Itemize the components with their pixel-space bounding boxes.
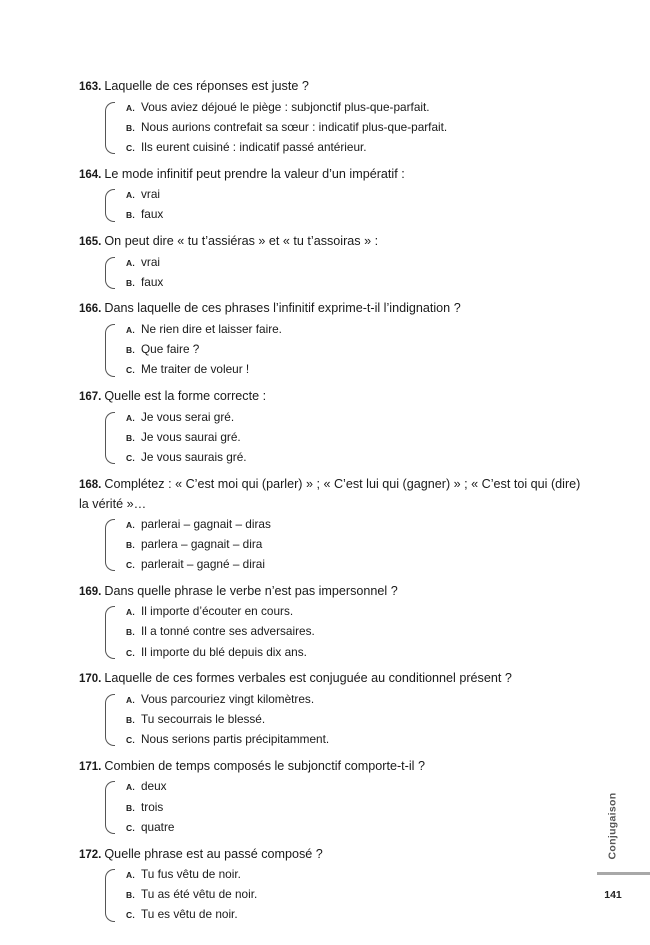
answer-option [126, 690, 589, 710]
question-text: Dans quelle phrase le verbe n’est pas impersonnel ? [104, 583, 398, 598]
option-text: Il importe d’écouter en cours. [141, 604, 294, 619]
answer-option [126, 428, 589, 448]
option-text: parlerai – gagnait – diras [141, 516, 271, 531]
page-number: 141 [604, 889, 622, 901]
option-letter: B. [126, 627, 135, 638]
options-bracket [105, 869, 115, 922]
question-item [79, 669, 589, 750]
answer-option [126, 138, 589, 158]
question-heading [79, 165, 589, 186]
option-letter: A. [126, 694, 135, 705]
answer-option [126, 905, 589, 925]
question-text: Laquelle de ces formes verbales est conjuguée au conditionnel présent ? [104, 671, 512, 686]
answer-option [126, 555, 589, 575]
answer-option [126, 798, 589, 818]
question-number: 170. [79, 673, 102, 686]
option-text: Il a tonné contre ses adversaires. [141, 624, 315, 639]
option-text: faux [141, 274, 164, 289]
options-bracket [105, 519, 115, 572]
answer-option [126, 320, 589, 340]
options-bracket [105, 694, 115, 747]
question-item [79, 77, 589, 158]
question-item [79, 757, 589, 838]
option-letter: C. [126, 647, 135, 658]
option-letter: C. [126, 142, 135, 153]
question-text: Laquelle de ces réponses est juste ? [104, 79, 309, 93]
option-text: parlera – gagnait – dira [141, 536, 263, 551]
options-bracket [105, 781, 115, 834]
answer-option [126, 535, 589, 555]
options-bracket [105, 412, 115, 465]
question-number: 171. [79, 760, 102, 773]
question-heading [79, 232, 589, 253]
question-text: Complétez : « C’est moi qui (parler) » ; « C’est lui qui (gagner) » ; « C’est toi qui (dire) la vérité »… [79, 476, 581, 512]
question-item [79, 232, 589, 293]
answer-option [126, 408, 589, 428]
question-heading [79, 299, 589, 320]
question-item [79, 299, 589, 380]
answer-option [126, 360, 589, 380]
answer-options [105, 865, 589, 926]
answer-option [126, 710, 589, 730]
options-bracket [105, 257, 115, 289]
answer-option [126, 205, 589, 225]
question-item [79, 582, 589, 663]
question-number: 168. [79, 478, 102, 491]
option-letter: B. [126, 890, 135, 901]
answer-option [126, 818, 589, 838]
question-number: 167. [79, 391, 102, 404]
question-number: 164. [79, 168, 102, 181]
section-side-label [597, 790, 627, 862]
option-letter: B. [126, 802, 135, 813]
option-letter: B. [126, 277, 135, 288]
question-heading [79, 845, 589, 866]
option-text: Tu fus vêtu de noir. [141, 867, 241, 882]
answer-option [126, 643, 589, 663]
question-number: 169. [79, 585, 102, 598]
option-text: quatre [141, 819, 175, 834]
answer-options [105, 515, 589, 576]
options-bracket [105, 102, 115, 155]
question-text: Quelle phrase est au passé composé ? [104, 846, 323, 861]
option-text: Nous aurions contrefait sa sœur : indicatif plus-que-parfait. [141, 119, 448, 134]
option-text: Ne rien dire et laisser faire. [141, 321, 282, 336]
option-letter: A. [126, 782, 135, 793]
answer-options [105, 602, 589, 663]
option-letter: B. [126, 345, 135, 356]
answer-options [105, 320, 589, 381]
answer-option [126, 602, 589, 622]
options-bracket [105, 606, 115, 659]
answer-option [126, 98, 589, 118]
option-letter: A. [126, 324, 135, 335]
question-number: 163. [79, 81, 102, 93]
answer-option [126, 885, 589, 905]
answer-option [126, 118, 589, 138]
option-letter: B. [126, 539, 135, 550]
answer-option [126, 340, 589, 360]
option-text: Tu secourrais le blessé. [141, 712, 266, 727]
option-letter: C. [126, 452, 135, 463]
option-letter: C. [126, 822, 135, 833]
answer-option [126, 185, 589, 205]
answer-option [126, 515, 589, 535]
question-heading [79, 757, 589, 778]
question-number: 172. [79, 848, 102, 861]
question-item [79, 475, 589, 576]
option-letter: C. [126, 910, 135, 921]
option-letter: B. [126, 210, 135, 221]
question-text: On peut dire « tu t’assiéras » et « tu t’assoiras » : [104, 234, 379, 249]
option-letter: A. [126, 102, 135, 113]
option-text: Ils eurent cuisiné : indicatif passé antérieur. [141, 139, 367, 154]
question-heading [79, 582, 589, 603]
option-letter: A. [126, 257, 135, 268]
option-text: vrai [141, 254, 161, 269]
answer-option [126, 730, 589, 750]
option-text: parlerait – gagné – dirai [141, 557, 265, 572]
option-text: trois [141, 799, 164, 814]
answer-options [105, 98, 589, 159]
option-text: Que faire ? [141, 342, 200, 357]
question-heading [79, 387, 589, 408]
option-text: Tu as été vêtu de noir. [141, 887, 258, 902]
option-text: deux [141, 779, 167, 794]
option-text: Nous serions partis précipitamment. [141, 732, 330, 747]
option-letter: C. [126, 560, 135, 571]
option-letter: A. [126, 519, 135, 530]
question-item [79, 845, 589, 926]
question-heading [79, 475, 589, 515]
option-text: Tu es vêtu de noir. [141, 907, 238, 922]
question-item [79, 165, 589, 226]
option-letter: A. [126, 607, 135, 618]
option-text: Je vous saurais gré. [141, 449, 247, 464]
answer-option [126, 253, 589, 273]
answer-options [105, 253, 589, 293]
option-text: Vous parcouriez vingt kilomètres. [141, 691, 315, 706]
option-letter: A. [126, 190, 135, 201]
question-text: Dans laquelle de ces phrases l’infinitif exprime-t-il l’indignation ? [104, 301, 461, 316]
question-number: 166. [79, 303, 102, 316]
option-letter: A. [126, 870, 135, 881]
question-text: Le mode infinitif peut prendre la valeur d’un impératif : [104, 166, 405, 181]
question-number: 165. [79, 236, 102, 249]
answer-options [105, 408, 589, 469]
option-text: Il importe du blé depuis dix ans. [141, 644, 307, 659]
option-text: faux [141, 207, 164, 222]
question-text: Quelle est la forme correcte : [104, 389, 267, 404]
answer-option [126, 865, 589, 885]
option-letter: C. [126, 735, 135, 746]
options-bracket [105, 324, 115, 377]
section-side-label-text: Conjugaison [606, 792, 619, 860]
answer-option [126, 448, 589, 468]
question-text: Combien de temps composés le subjonctif comporte-t-il ? [104, 758, 425, 773]
option-text: Je vous saurai gré. [141, 429, 241, 444]
side-divider [597, 872, 650, 875]
option-letter: B. [126, 122, 135, 133]
options-bracket [105, 189, 115, 221]
question-list [79, 77, 589, 932]
answer-option [126, 273, 589, 293]
option-text: Je vous serai gré. [141, 409, 235, 424]
answer-option [126, 777, 589, 797]
option-letter: B. [126, 432, 135, 443]
answer-option [126, 622, 589, 642]
option-letter: A. [126, 412, 135, 423]
answer-options [105, 690, 589, 751]
option-letter: B. [126, 715, 135, 726]
option-text: Me traiter de voleur ! [141, 362, 250, 377]
option-letter: C. [126, 365, 135, 376]
question-heading [79, 669, 589, 690]
question-item [79, 387, 589, 468]
option-text: vrai [141, 187, 161, 202]
question-heading [79, 77, 589, 98]
answer-options [105, 777, 589, 838]
option-text: Vous aviez déjoué le piège : subjonctif plus-que-parfait. [141, 99, 430, 114]
answer-options [105, 185, 589, 225]
